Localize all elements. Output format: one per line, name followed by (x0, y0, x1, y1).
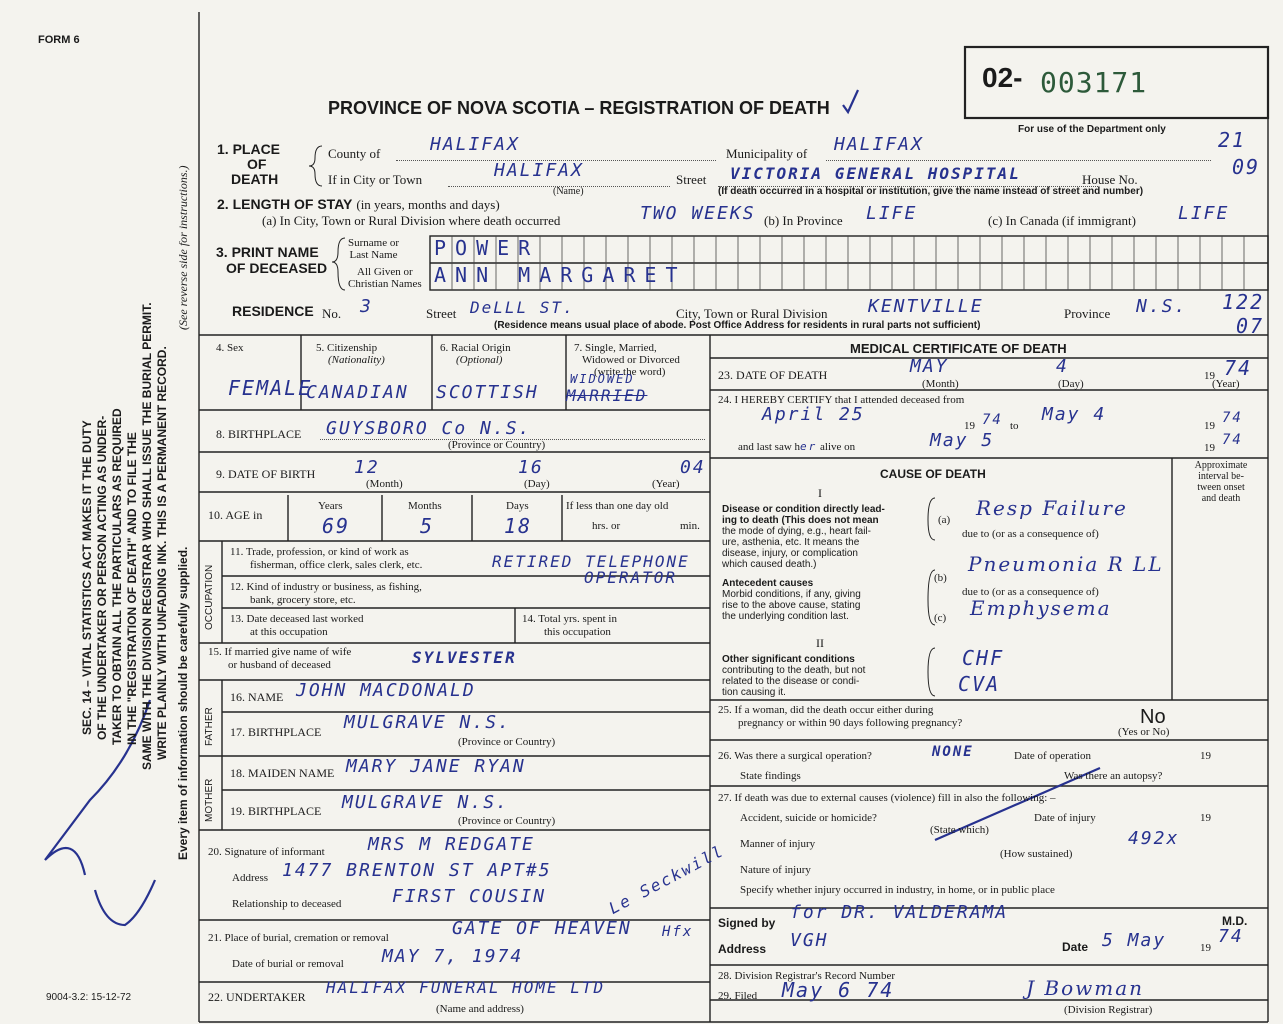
cause-b: Pneumonia R LL (968, 552, 1164, 576)
given-label: All Given or Christian Names (348, 266, 422, 290)
dob-year: 04 (680, 457, 706, 478)
father-side-label: FATHER (204, 707, 215, 746)
undertaker-value: HALIFAX FUNERAL HOME LTD (326, 978, 606, 997)
marital-value-1: WIDOWED (570, 372, 635, 386)
stay-label: 2. LENGTH OF STAY (in years, months and days) (217, 196, 500, 212)
trade-label: 11. Trade, profession, or kind of work as fisherman, office clerk, sales clerk, etc. (230, 546, 423, 571)
county-label: County of (328, 146, 381, 161)
pregnancy-value: No (1140, 706, 1166, 728)
lt-day-label: If less than one day old (566, 500, 669, 512)
hrs-label: hrs. or (592, 520, 621, 532)
accident-label: Accident, suicide or homicide? (740, 812, 877, 824)
marital-value-2: MARRIED (566, 386, 648, 405)
stay-a-label: (a) In City, Town or Rural Division where death occurred (262, 213, 561, 228)
other-condition-1: CHF (962, 646, 1005, 670)
trade-value-2: OPERATOR (584, 568, 678, 587)
last-saw-year: 74 (1222, 432, 1243, 448)
burial-place: GATE OF HEAVEN (452, 918, 632, 939)
birthplace-sub: (Province or Country) (448, 439, 546, 451)
given-value: ANN MARGARET (434, 263, 687, 287)
cause-c-label: (c) (934, 612, 947, 624)
cause-title: CAUSE OF DEATH (880, 467, 986, 481)
residence-no-value: 3 (360, 296, 373, 317)
cause-c: Emphysema (970, 596, 1112, 620)
stay-b-label: (b) In Province (764, 213, 843, 228)
how-sustained-sub: (How sustained) (1000, 848, 1073, 860)
age-months: 5 (420, 514, 435, 538)
sex-label: 4. Sex (216, 342, 244, 354)
citizenship-value: CANADIAN (306, 382, 409, 403)
sec14-line-3: TAKER TO OBTAIN ALL THE PARTICULARS AS REQUIRED (110, 408, 124, 745)
residence-street-value: DeLLL ST. (470, 298, 575, 317)
dod-day-sub: (Day) (1058, 378, 1084, 390)
undertaker-label: 22. UNDERTAKER (208, 990, 306, 1004)
sex-value: FEMALE (228, 376, 313, 400)
father-bp-sub: (Province or Country) (458, 736, 556, 748)
filed-date: May 6 74 (782, 978, 895, 1002)
external-note: 492x (1128, 828, 1180, 849)
residence-label: RESIDENCE (232, 303, 314, 319)
burial-place-note: Hfx (662, 924, 694, 940)
birthplace-value: GUYSBORO Co N.S. (326, 418, 532, 439)
mother-bp-sub: (Province or Country) (458, 815, 556, 827)
last-saw-date: May 5 (930, 430, 995, 451)
registrar-sub: (Division Registrar) (1064, 1004, 1153, 1016)
stay-c-value: LIFE (1178, 203, 1230, 224)
surname-value: POWER (434, 236, 540, 260)
house-label: House No. (1082, 172, 1138, 187)
spouse-label: 15. If married give name of wife or husband of deceased (208, 646, 352, 671)
dob-day-sub: (Day) (524, 478, 550, 490)
roman-1: I (818, 486, 822, 500)
dod-day: 4 (1056, 356, 1069, 377)
attend-to-year: 74 (1222, 410, 1243, 426)
dod-year: 74 (1224, 356, 1253, 380)
yes-no-sub: (Yes or No) (1118, 726, 1170, 738)
age-label: 10. AGE in (208, 508, 263, 522)
form-title: PROVINCE OF NOVA SCOTIA – REGISTRATION OF DEATH (328, 98, 830, 118)
dob-month-sub: (Month) (366, 478, 403, 490)
mother-birthplace-label: 19. BIRTHPLACE (230, 804, 322, 818)
spouse-value: SYLVESTER (412, 648, 517, 667)
hospital-note: (If death occurred in a hospital or institution, give the name instead of street and number) (718, 186, 1144, 197)
disease-label: Disease or condition directly lead- ing to death (This does not mean the mode of dying, e.g., heart fail- ure, asthenia, etc. It means the disease, injury, or complication which caused death.) (722, 504, 885, 570)
autopsy-label: Was there an autopsy? (1064, 770, 1163, 782)
cert-date-label: Date (1062, 940, 1089, 954)
dept-code-2: 09 (1232, 155, 1261, 179)
dept-code-4: 07 (1236, 314, 1265, 338)
surgery-value: NONE (932, 744, 974, 760)
state-which-sub: (State which) (930, 824, 989, 836)
every-item-note: Every item of information should be carefully supplied. (176, 546, 190, 860)
municipality-value: HALIFAX (834, 134, 924, 155)
due-to-2: due to (or as a consequence of) (962, 586, 1099, 598)
attend-to: May 4 (1042, 404, 1107, 425)
dob-label: 9. DATE OF BIRTH (216, 467, 316, 481)
occupation-side-label: OCCUPATION (204, 564, 215, 630)
residence-note: (Residence means usual place of abode. Post Office Address for residents in rural parts not sufficient) (494, 320, 981, 331)
form-number: FORM 6 (38, 34, 80, 46)
due-to-1: due to (or as a consequence of) (962, 528, 1099, 540)
attend-from: April 25 (762, 404, 865, 425)
street-value: VICTORIA GENERAL HOSPITAL (730, 164, 1021, 183)
footer-code: 9004-3.2: 15-12-72 (46, 992, 132, 1003)
registrar-signature: J Bowman (1026, 976, 1145, 1000)
to-label: to (1010, 420, 1019, 432)
cert-address-label: Address (718, 942, 767, 956)
sec14-line-5: SAME WITH THE DIVISION REGISTRAR WHO SHALL ISSUE THE BURIAL PERMIT. (140, 302, 154, 770)
dod-label: 23. DATE OF DEATH (718, 368, 828, 382)
cert-address: VGH (790, 930, 829, 951)
mother-side-label: MOTHER (204, 778, 215, 822)
last-worked-label: 13. Date deceased last worked at this occupation (230, 613, 364, 638)
racial-label: 6. Racial Origin (Optional) (440, 342, 511, 366)
dob-year-sub: (Year) (652, 478, 680, 490)
certify-label: 24. I HEREBY CERTIFY that I attended deceased from (718, 394, 965, 406)
sec14-line-4: IN THE "REGISTRATION OF DEATH" AND TO FILE THE (125, 432, 139, 745)
residence-province-label: Province (1064, 306, 1111, 321)
cause-a-label: (a) (938, 514, 951, 526)
sec14-line-1: SEC. 14 – VITAL STATISTICS ACT MAKES IT THE DUTY (80, 420, 94, 735)
registrar-record-label: 28. Division Registrar's Record Number (718, 970, 896, 982)
residence-city-value: KENTVILLE (868, 296, 984, 317)
trade-value-1: RETIRED TELEPHONE (492, 552, 690, 571)
residence-city-label: City, Town or Rural Division (676, 306, 828, 321)
age-months-label: Months (408, 500, 442, 512)
attend-to-century: 19 (1204, 420, 1215, 432)
total-yrs-label: 14. Total yrs. spent in this occupation (522, 613, 617, 638)
dod-year-sub: (Year) (1212, 378, 1240, 390)
reg-number: 003171 (1040, 66, 1148, 99)
father-name-label: 16. NAME (230, 690, 284, 704)
filed-label: 29. Filed (718, 990, 758, 1002)
see-reverse-note: (See reverse side for instructions.) (176, 165, 190, 330)
dod-month: MAY (910, 356, 949, 377)
mother-name-label: 18. MAIDEN NAME (230, 766, 335, 780)
age-years-label: Years (318, 500, 343, 512)
cert-date: 5 May (1102, 930, 1167, 951)
dob-month: 12 (354, 457, 380, 478)
racial-value: SCOTTISH (436, 382, 539, 403)
surgery-label: 26. Was there a surgical operation? (718, 750, 872, 762)
father-birthplace: MULGRAVE N.S. (344, 712, 511, 733)
undertaker-sub: (Name and address) (436, 1003, 524, 1015)
dod-century: 19 (1204, 370, 1215, 382)
op-date-label: Date of operation (1014, 750, 1091, 762)
marital-label: 7. Single, Married, Widowed or Divorced (write the word) (574, 342, 680, 378)
residence-no-label: No. (322, 306, 342, 321)
burial-date: MAY 7, 1974 (382, 946, 524, 967)
signed-label: Signed by (718, 916, 776, 930)
city-name-sub: (Name) (553, 186, 584, 197)
dept-code-1: 21 (1218, 128, 1247, 152)
sec14-line-2: OF THE UNDERTAKER OR PERSON ACTING AS UNDER- (95, 415, 109, 740)
signed-value: for DR. VALDERAMA (790, 902, 1009, 923)
municipality-label: Municipality of (726, 146, 808, 161)
surname-label: Surname or Last Name (348, 237, 400, 261)
street-label: Street (676, 172, 707, 187)
name-label: 3. PRINT NAME OF DECEASED (216, 244, 328, 276)
findings-label: State findings (740, 770, 801, 782)
dept-code-3: 122 (1222, 290, 1265, 314)
op-century: 19 (1200, 750, 1211, 762)
attend-from-century: 19 (964, 420, 975, 432)
injury-century: 19 (1200, 812, 1211, 824)
stay-c-label: (c) In Canada (if immigrant) (988, 213, 1136, 228)
mother-name: MARY JANE RYAN (346, 756, 526, 777)
informant-address-label: Address (232, 872, 269, 884)
stay-b-value: LIFE (866, 203, 918, 224)
mother-birthplace: MULGRAVE N.S. (342, 792, 509, 813)
cert-date-century: 19 (1200, 942, 1211, 954)
informant-relation: FIRST COUSIN (392, 886, 547, 907)
dod-month-sub: (Month) (922, 378, 959, 390)
antecedent-label: Antecedent causes Morbid conditions, if any, giving rise to the above cause, stating the underlying condition last. (722, 578, 861, 622)
sec14-line-6: WRITE PLAINLY WITH UNFADING INK. THIS IS A PERMANENT RECORD. (155, 346, 169, 760)
cause-a: Resp Failure (976, 496, 1128, 520)
age-days: 18 (504, 514, 533, 538)
last-saw-label: and last saw her alive on (738, 440, 856, 453)
informant-relation-label: Relationship to deceased (232, 898, 342, 910)
dept-use-label: For use of the Department only (1018, 124, 1166, 135)
citizenship-label: 5. Citizenship (Nationality) (316, 342, 385, 366)
attend-from-year: 74 (982, 412, 1003, 428)
burial-place-label: 21. Place of burial, cremation or removal (208, 932, 389, 944)
city-label: If in City or Town (328, 172, 423, 187)
roman-2: II (816, 636, 824, 650)
last-saw-century: 19 (1204, 442, 1215, 454)
place-label: 1. PLACE OF DEATH (217, 141, 281, 187)
interval-header: Approximate interval be- tween onset and death (1194, 460, 1248, 504)
industry-label: 12. Kind of industry or business, as fishing, bank, grocery store, etc. (230, 581, 422, 606)
county-value: HALIFAX (430, 134, 520, 155)
manner-label: Manner of injury (740, 838, 816, 850)
other-conditions-label: Other significant conditions contributing to the death, but not related to the disease or condi- tion causing it. (722, 654, 866, 698)
age-years: 69 (322, 514, 351, 538)
min-label: min. (680, 520, 700, 532)
cause-b-label: (b) (934, 572, 947, 584)
specify-label: Specify whether injury occurred in industry, in home, or in public place (740, 884, 1055, 896)
informant-sig: MRS M REDGATE (368, 834, 535, 855)
birthplace-label: 8. BIRTHPLACE (216, 427, 302, 441)
father-birthplace-label: 17. BIRTHPLACE (230, 725, 322, 739)
pregnancy-label: 25. If a woman, did the death occur either during pregnancy or within 90 days following pregnancy? (718, 704, 963, 729)
residence-street-label: Street (426, 306, 457, 321)
dob-day: 16 (518, 457, 544, 478)
external-label: 27. If death was due to external causes (violence) fill in also the following: – (718, 792, 1056, 804)
nature-label: Nature of injury (740, 864, 811, 876)
reg-prefix: 02- (982, 62, 1023, 93)
md-label: M.D. (1222, 914, 1248, 928)
other-condition-2: CVA (958, 672, 1001, 696)
residence-province-value: N.S. (1136, 296, 1188, 317)
medical-title: MEDICAL CERTIFICATE OF DEATH (850, 341, 1067, 356)
age-days-label: Days (506, 500, 529, 512)
city-value: HALIFAX (494, 160, 584, 181)
injury-date-label: Date of injury (1034, 812, 1096, 824)
cert-date-year: 74 (1218, 926, 1244, 947)
father-name: JOHN MACDONALD (296, 680, 476, 701)
stay-a-value: TWO WEEKS (640, 203, 756, 224)
informant-sig-label: 20. Signature of informant (208, 846, 325, 858)
informant-relation-note: Le Seckwill (605, 841, 728, 918)
burial-date-label: Date of burial or removal (232, 958, 344, 970)
informant-address: 1477 BRENTON ST APT#5 (282, 860, 552, 881)
